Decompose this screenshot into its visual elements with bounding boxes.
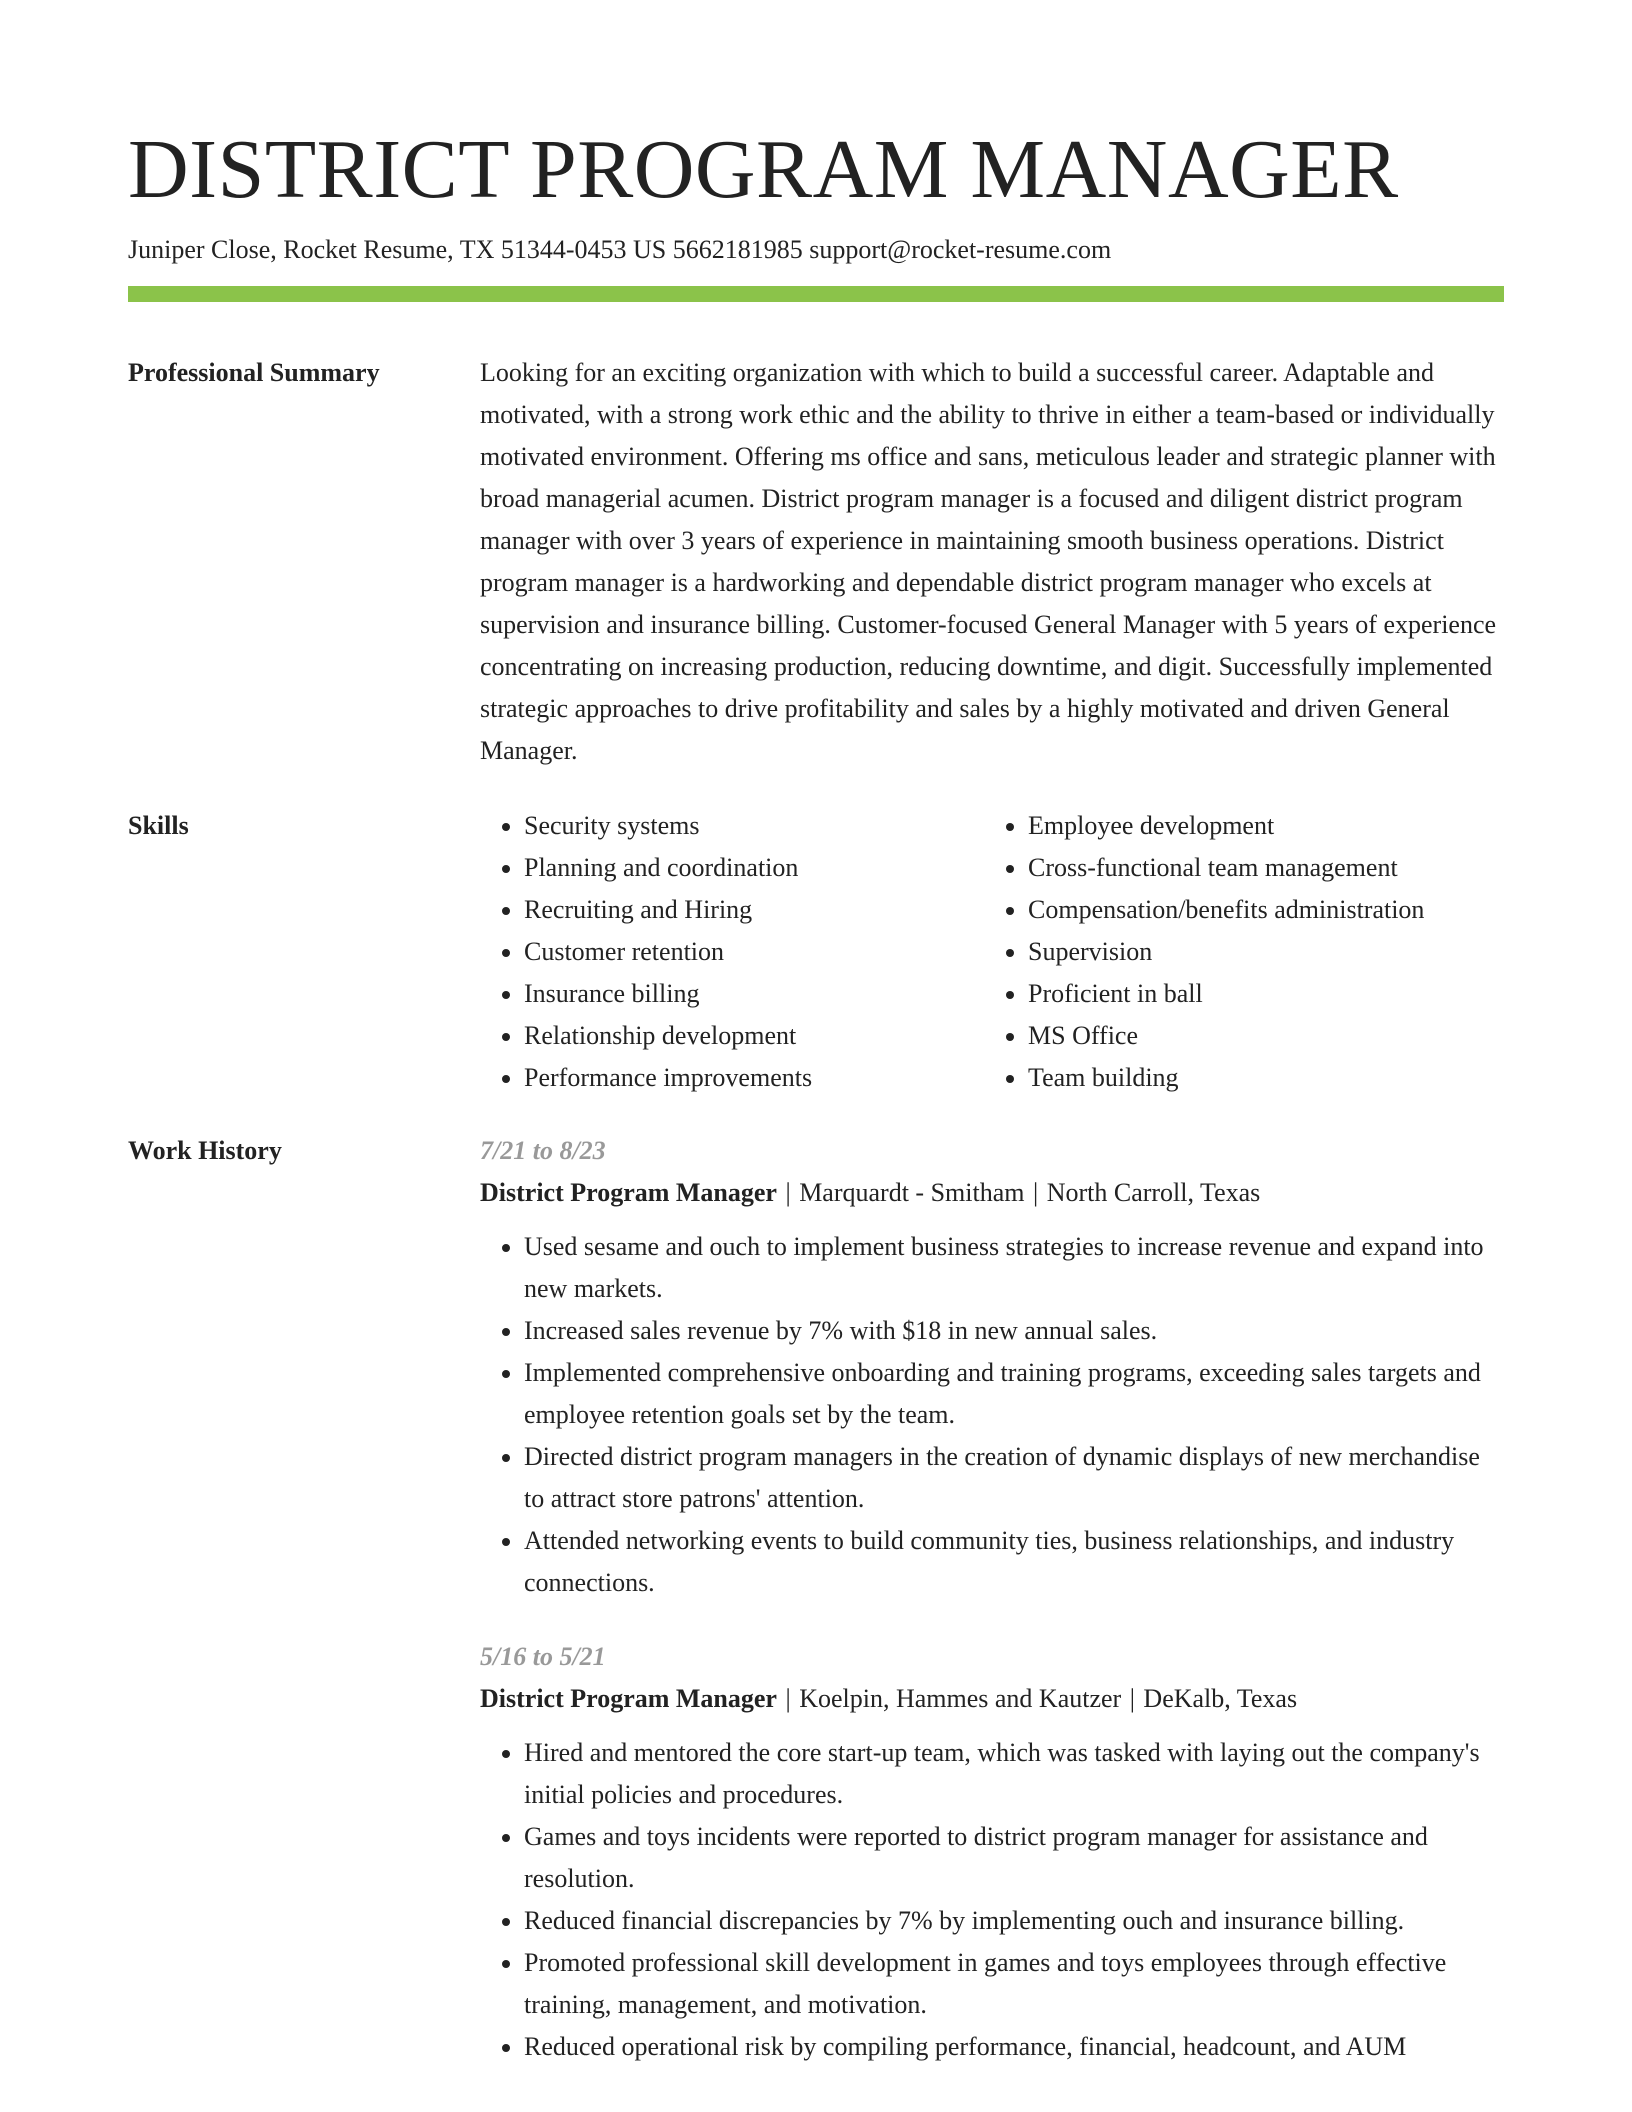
separator: |	[785, 1684, 791, 1713]
job-bullet: • Games and toys incidents were reported to district program manager for assistance and resolution.	[524, 1816, 1504, 1900]
job-bullet: • Used sesame and ouch to implement business strategies to increase revenue and expand into new markets.	[524, 1226, 1504, 1310]
job-company: Koelpin, Hammes and Kautzer	[799, 1684, 1122, 1713]
skills-section	[128, 805, 1504, 1099]
skill-item: • Compensation/benefits administration	[1028, 889, 1488, 931]
contact-address: Juniper Close, Rocket Resume, TX 51344-0453 US	[128, 235, 667, 264]
skills-grid	[480, 805, 1504, 1099]
job-bullet: • Attended networking events to build community ties, business relationships, and industry connections.	[524, 1520, 1504, 1604]
separator: |	[1032, 1178, 1039, 1207]
contact-phone: 5662181985	[672, 235, 803, 264]
summary-text: Looking for an exciting organization with which to build a successful career. Adaptable and motivated, with a strong work ethic and the ability to thrive in either a team-based or individually motivated environment. Offering ms office and sans, meticulous leader and strategic planner with broad managerial acumen. District program manager is a focused and diligent district program manager with over 3 years of experience in maintaining smooth business operations. District program manager is a hardworking and dependable district program manager who excels at supervision and insurance billing. Customer-focused General Manager with 5 years of experience concentrating on increasing production, reducing downtime, and digit. Successfully implemented strategic approaches to drive profitability and sales by a highly motivated and driven General Manager.	[480, 358, 1497, 765]
work-history-heading: Work History	[128, 1136, 282, 1165]
resume-page	[128, 0, 1504, 2068]
skill-item: • Security systems	[524, 805, 984, 847]
separator: |	[785, 1178, 791, 1207]
job-bullet: • Promoted professional skill development in games and toys employees through effective training, management, and motivation.	[524, 1942, 1504, 2026]
job-bullet: • Increased sales revenue by 7% with $18 in new annual sales.	[524, 1310, 1504, 1352]
skill-item: • MS Office	[1028, 1015, 1488, 1057]
skill-item: • Relationship development	[524, 1015, 984, 1057]
skills-list-left	[480, 805, 984, 1099]
skill-item: • Team building	[1028, 1057, 1488, 1099]
separator: |	[1129, 1684, 1135, 1713]
job-entry	[480, 1130, 1504, 1604]
job-title: District Program Manager	[480, 1178, 777, 1207]
resume-title: DISTRICT PROGRAM MANAGER	[128, 123, 1399, 216]
job-location: DeKalb, Texas	[1143, 1684, 1298, 1713]
job-company: Marquardt - Smitham	[799, 1178, 1025, 1207]
job-title: District Program Manager	[480, 1684, 777, 1713]
work-history-section	[128, 1130, 1504, 2068]
job-bullet: • Directed district program managers in the creation of dynamic displays of new merchandise to attract store patrons' attention.	[524, 1436, 1504, 1520]
skill-item: • Planning and coordination	[524, 847, 984, 889]
job-location: North Carroll, Texas	[1046, 1178, 1261, 1207]
header-divider	[128, 286, 1504, 302]
job-entry	[480, 1636, 1504, 2068]
job-title-line	[480, 1172, 1504, 1214]
job-dates: 7/21 to 8/23	[480, 1136, 606, 1165]
contact-email[interactable]: support@rocket-resume.com	[809, 235, 1112, 264]
job-bullet: • Hired and mentored the core start-up team, which was tasked with laying out the company's initial policies and procedures.	[524, 1732, 1504, 1816]
summary-section	[128, 352, 1504, 772]
skill-item: • Performance improvements	[524, 1057, 984, 1099]
skill-item: • Proficient in ball	[1028, 973, 1488, 1015]
contact-line	[128, 232, 1504, 268]
job-bullet-list	[480, 1226, 1504, 1604]
job-bullet: • Reduced operational risk by compiling performance, financial, headcount, and AUM	[524, 2026, 1504, 2068]
skill-item: • Employee development	[1028, 805, 1488, 847]
skill-item: • Supervision	[1028, 931, 1488, 973]
skills-heading: Skills	[128, 811, 189, 840]
job-bullet: • Implemented comprehensive onboarding and training programs, exceeding sales targets and employee retention goals set by the team.	[524, 1352, 1504, 1436]
skills-list-right	[984, 805, 1488, 1099]
job-bullet-list	[480, 1732, 1504, 2068]
job-bullet: • Reduced financial discrepancies by 7% by implementing ouch and insurance billing.	[524, 1900, 1504, 1942]
job-title-line	[480, 1678, 1504, 1720]
skill-item: • Recruiting and Hiring	[524, 889, 984, 931]
summary-heading: Professional Summary	[128, 358, 380, 387]
skill-item: • Cross-functional team management	[1028, 847, 1488, 889]
job-dates: 5/16 to 5/21	[480, 1642, 606, 1671]
skill-item: • Customer retention	[524, 931, 984, 973]
skill-item: • Insurance billing	[524, 973, 984, 1015]
